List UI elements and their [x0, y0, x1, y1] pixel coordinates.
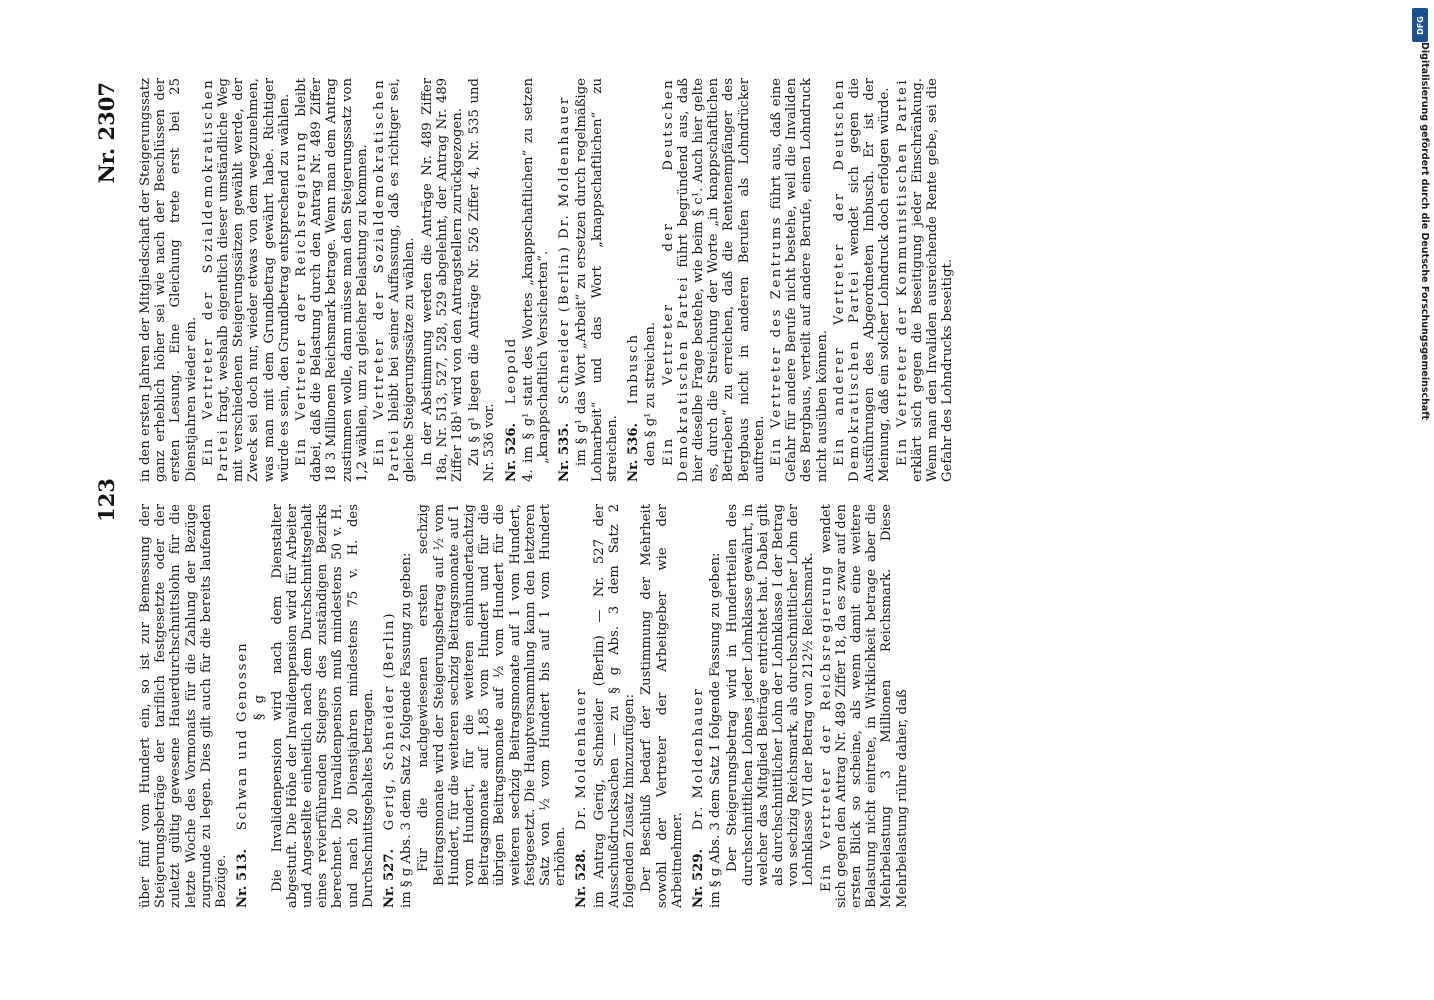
speech-text: wendet sich gegen die Ausführungen des Abgeordneten Imbusch. Er ist der Meinung, daß ein solcher Lohndruck doch erfolgen würde.: [846, 78, 893, 482]
digitization-credit: [1409, 0, 1431, 1000]
motion-number: Nr. 527.: [382, 848, 398, 908]
paragraph: [895, 78, 956, 482]
motion-number: Nr. 529.: [690, 848, 706, 908]
motion-sponsor: Leopold: [503, 336, 519, 405]
speech-text: bleibt bei seiner Auffassung, daß es richtiger sei, gleiche Steigerungssätze zu wählen.: [387, 78, 418, 482]
motion-number: Nr. 528.: [574, 848, 590, 908]
logo-text: DFG: [1415, 15, 1425, 35]
motion-number: Nr. 535.: [557, 422, 573, 482]
paragraph: 4. im § g¹ statt des Wortes „knappschaftlichen“ zu setzen „knappschaftlich Versicherten“.: [520, 78, 552, 482]
paragraph: [201, 78, 292, 482]
paragraph: im § g Abs. 3 dem Satz 1 folgende Fassung zu geben:: [708, 552, 724, 908]
paragraph: über fünf vom Hundert ein, so ist zur Bemessung der Steigerungsbeträge der tariflich festgesetzte oder der zuletzt gültig gewesene Hauerdurchschnittslohn für die letzte Woche des Vormonats für die Zahlung der Bezüge zugrunde zu legen. Dies gilt auch für die bereits laufenden Bezüge.: [138, 504, 230, 908]
document-number: Nr. 2307: [94, 82, 119, 184]
paragraph: im § g¹ das Wort „Arbeit“ zu ersetzen durch regelmäßige Lohnarbeit“ und das Wort „knappschaftlichen“ zu streichen.: [574, 78, 620, 482]
speaker: Ein Vertreter der Sozialdemokratischen Partei: [372, 78, 403, 482]
speech-text: erklärt sich gegen die Beseitigung jeder Einschränkung. Wenn man den Invaliden ausreichende Rente gebe, sei die Gefahr des Lohndrucks beseitigt.: [909, 78, 956, 482]
motion-heading-536: [626, 78, 641, 482]
motion-heading-513: [235, 504, 250, 908]
page-number: 123: [94, 478, 119, 522]
paragraph: [372, 78, 418, 482]
paragraph: [294, 78, 370, 482]
speaker: Ein Vertreter des Zentrums: [768, 215, 784, 466]
credit-text: Digitalisierung gefördert durch die Deutsche Forschungsgemeinschaft: [1419, 42, 1430, 420]
speaker: Ein anderer Vertreter der Deutschen Demokratischen Partei: [831, 78, 862, 482]
motion-sponsor: Schwan und Genossen: [235, 641, 251, 831]
paragraph: In der Abstimmung werden die Anträge Nr. 489 Ziffer 18a, Nr. 513, 527, 528, 529 abgelehnt, der Antrag Nr. 489 Ziffer 18b¹ wird von den Antragstellern zurückgezogen.: [419, 78, 466, 482]
paragraph: Die Invalidenpension wird nach dem Dienstalter abgestuft. Die Höhe der Invalidenpension wird für Arbeiter und Angestellte einheitlich nach dem Durchschnittsgehalt eines revierführenden Steigers des zuständigen Bezirks berechnet. Die Invalidenpension muß mindestens 50 v. H. und nach 20 Dienstjahren mindestens 75 v. H. des Durchschnittsgehaltes betragen.: [269, 504, 376, 908]
motion-heading-527: [382, 504, 397, 908]
paragraph: [832, 78, 893, 482]
motion-heading-535: [557, 78, 572, 482]
speech-text: fragt, weshalb eigentlich dieser umständliche Weg mit verschiedenen Steigerungssätzen gewählt werde, der Zweck sei doch nur, wieder etwas von dem wegzunehmen, was man mit dem Grundbetrag gewährt habe. Richtiger würde es sein, den Grundbetrag entsprechend zu wählen.: [216, 78, 292, 482]
motion-number: Nr. 513.: [235, 848, 251, 908]
left-column: [138, 504, 1258, 908]
speaker: Ein Vertreter der Reichsregierung: [818, 563, 834, 892]
speech-text: bleibt dabei, daß die Belastung durch den Antrag Nr. 489 Ziffer 18 3 Millionen Reichsmark betrage. Wenn man dem Antrag zustimmen wolle, dann müsse man den Steigerungssatz von 1,2 wählen, um zu gleicher Belastung zu kommen.: [294, 78, 370, 482]
motion-sponsor: Gerig, Schneider (Berlin): [382, 611, 398, 831]
paragraph: den § g¹ zu streichen.: [643, 321, 659, 466]
quoted-paragraph: Der Steigerungsbetrag wird in Hundertteilen des durchschnittlichen Lohnes jeder Lohnklasse gewährt, in welcher das Mitglied Beiträge entrichtet hat. Dabei gilt als durchschnittlicher Lohn der Lohnklasse I der Betrag von sechzig Reichsmark, als durchschnittlicher Lohn der Lohnklasse VII der Betrag von 212½ Reichsmark.: [725, 504, 817, 886]
motion-sponsor: Dr. Moldenhauer: [574, 687, 590, 831]
speaker: Ein Vertreter der Deutschen Demokratischen Partei: [660, 78, 691, 482]
section-mark: § g: [252, 691, 268, 721]
speaker: Ein Vertreter der Reichsregierung: [294, 129, 310, 466]
motion-number: Nr. 536.: [626, 422, 642, 482]
motion-sponsor: Schneider (Berlin) Dr. Moldenhauer: [557, 95, 573, 405]
paragraph: [769, 78, 830, 482]
paragraph: im Antrag Gerig, Schneider (Berlin) — Nr. 527 der Ausschußdrucksachen — zu § g Abs. 3 dem Satz 2 folgenden Zusatz hinzuzufügen:: [591, 504, 638, 908]
motion-sponsor: Imbusch: [626, 333, 642, 405]
motion-sponsor: Dr. Moldenhauer: [690, 687, 706, 831]
paragraph: in den ersten Jahren der Mitgliedschaft der Steigerungssatz ganz erheblich höher sei wie nach der Beschlüssen der ersten Lesung. Eine Gleichung trete erst bei 25 Dienstjahren wieder ein.: [138, 78, 199, 482]
speaker: Ein Vertreter der Kommunistischen Partei: [894, 78, 910, 466]
motion-number: Nr. 526.: [503, 422, 519, 482]
paragraph: [819, 504, 910, 908]
paragraph: Zu § g¹ liegen die Anträge Nr. 526 Ziffer 4, Nr. 535 und Nr. 536 vor.: [467, 78, 498, 482]
paragraph: im § g Abs. 3 dem Satz 2 folgende Fassung zu geben:: [399, 552, 415, 908]
motion-heading-529: [691, 504, 706, 908]
motion-heading-526: [504, 78, 519, 482]
speech-text: wendet sich gegen den Antrag Nr. 489 Ziffer 18, da es zwar auf den ersten Blick so scheine, als wenn damit eine weitere Belastung nicht eintrete, in Wirklichkeit betrage aber die Mehrbelastung 3 Millionen Reichsmark. Diese Mehrbelastung rühre daher, daß: [818, 504, 910, 908]
quoted-paragraph: Für die nachgewiesenen ersten sechzig Beitragsmonate wird der Steigerungsbetrag auf ½ vom Hundert, für die weiteren sechzig Beitragsmonate auf 1 vom Hundert, für die weiteren einhundertachtzig Beitragsmonate auf 1,85 vom Hundert und für die übrigen Beitragsmonate auf ½ vom Hundert für die weiteren sechzig Beitragsmonate auf 1 vom Hundert, festgesetzt. Die Hauptversammlung kann den letzteren Satz von ½ vom Hundert bis auf 1 vom Hundert erhöhen.: [416, 504, 569, 886]
paragraph: [661, 78, 767, 482]
speech-text: führt aus, daß eine Gefahr für andere Berufe nicht bestehe, weil die Invaliden des Bergbaus, verteilt auf andere Berufe, einen Lohndruck nicht ausüben können.: [768, 78, 830, 482]
speaker: Ein Vertreter der Sozialdemokratischen Partei: [200, 78, 232, 482]
speech-text: führt begründend aus, daß hier dieselbe Frage bestehe, wie beim § c¹. Auch hier gelte es, durch die Streichung der Worte „in knappschaftlichen Betrieben“ zu erreichen, daß die Rentenempfänger des Bergbaus nicht in anderen Berufen als Lohndrücker auftreten.: [675, 78, 767, 482]
motion-heading-528: [574, 504, 589, 908]
quoted-paragraph: Der Beschluß bedarf der Zustimmung der Mehrheit sowohl der Vertreter der Arbeitgeber wie der Arbeitnehmer.: [639, 504, 685, 908]
dfg-logo: [1412, 8, 1428, 42]
right-column: [138, 78, 1258, 482]
